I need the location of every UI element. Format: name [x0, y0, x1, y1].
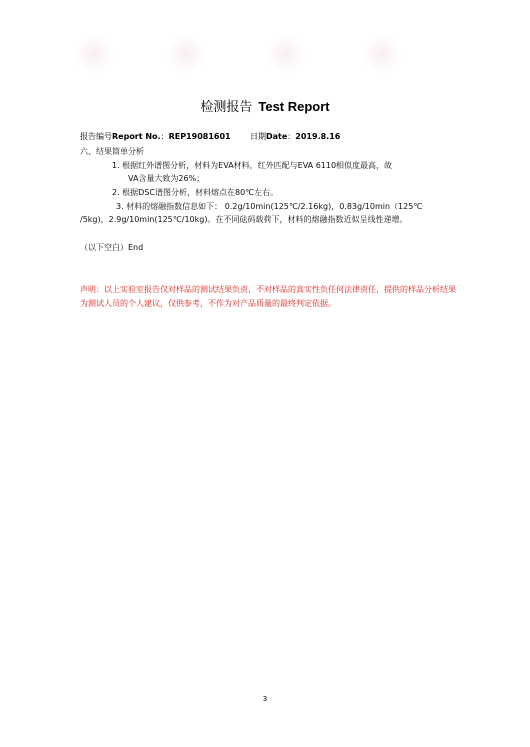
finding-1-line-1: 1. 根据红外谱图分析，材料为EVA材料，红外匹配与EVA 6110相似度最高，故 — [112, 161, 393, 170]
title-zh: 检测报告 — [200, 100, 253, 115]
watermark-mark — [266, 34, 306, 74]
finding-2: 2. 根据DSC谱图分析，材料熔点在80℃左右。 — [112, 188, 279, 197]
finding-3-line-1: 3. 材料的熔融指数信息如下： 0.2g/10min(125℃/2.16kg)，0.83g/10min（125℃ — [116, 202, 423, 211]
report-no-label-en: Report No. — [112, 132, 161, 141]
watermark-mark — [74, 34, 114, 74]
date-label-zh: 日期 — [250, 132, 266, 141]
report-no-colon: ： — [160, 132, 169, 141]
date-colon: ： — [287, 132, 296, 141]
title-en: Test Report — [258, 99, 330, 114]
watermark — [70, 34, 470, 84]
disclaimer-label: 声明： — [80, 285, 104, 294]
disclaimer-text: 以上实验室报告仅对样品的测试结果负责，不对样品的真实性负任何法律责任，提供的样品分析结果为测试人员的个人建议，仅供参考，不作为对产品质量的最终判定依据。 — [80, 285, 456, 308]
date-label-en: Date — [266, 132, 288, 141]
page-title — [0, 96, 530, 115]
report-meta — [80, 131, 341, 142]
blank-note: （以下空白）End — [80, 243, 144, 252]
report-no-label-zh: 报告编号 — [80, 132, 112, 141]
watermark-mark — [166, 34, 206, 74]
report-no-value: REP19081601 — [168, 132, 231, 141]
report-date — [250, 131, 340, 142]
date-value: 2019.8.16 — [295, 132, 341, 141]
section-heading: 六、结果简单分析 — [80, 147, 144, 156]
finding-1-line-2: VA含量大致为26%； — [128, 174, 205, 183]
finding-3-line-2: /5kg)，2.9g/10min(125℃/10kg)。在不同砝码载荷下，材料的熔融指数近似呈线性递增。 — [80, 215, 408, 224]
watermark-mark — [362, 34, 402, 74]
disclaimer — [80, 283, 460, 311]
page-number: 3 — [262, 695, 268, 703]
